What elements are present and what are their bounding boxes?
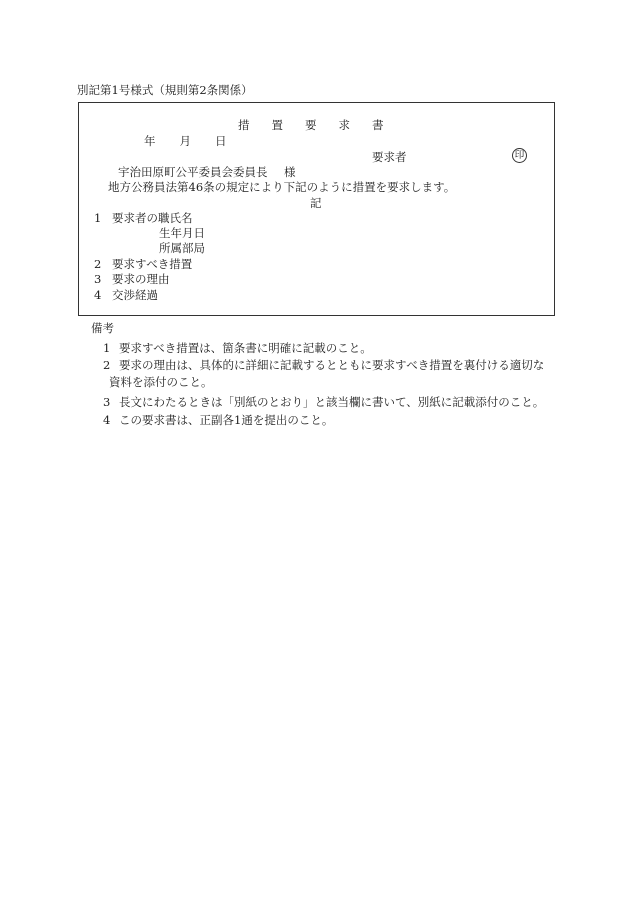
remark-text-continuation: 資料を添付のこと。 xyxy=(109,375,213,389)
remark-text: 要求の理由は、具体的に詳細に記載するとともに要求すべき措置を裏付ける適切な xyxy=(119,358,545,372)
date-month: 月 xyxy=(179,134,191,148)
item-label-reason: 要求の理由 xyxy=(112,272,170,286)
remark-number: 2 xyxy=(103,358,111,372)
remark-number: 3 xyxy=(103,395,111,409)
title-char: 書 xyxy=(372,118,384,132)
request-sentence: 地方公務員法第46条の規定により下記のように措置を要求します。 xyxy=(108,180,456,194)
date-day: 日 xyxy=(215,134,227,148)
item-number: 2 xyxy=(94,257,102,271)
title-char: 要 xyxy=(305,118,317,132)
remark-number: 1 xyxy=(103,341,111,355)
ki-heading: 記 xyxy=(310,196,322,210)
date-line xyxy=(144,136,227,148)
addressee: 宇治田原町公平委員会委員長 xyxy=(118,165,268,179)
item-label-requested-measures: 要求すべき措置 xyxy=(112,257,193,271)
item-label-requester-title-name: 要求者の職氏名 xyxy=(112,211,193,225)
requester-label: 要求者 xyxy=(372,150,407,164)
item-number: 3 xyxy=(94,272,102,286)
addressee-honorific: 様 xyxy=(284,165,296,179)
seal-mark: 印 xyxy=(512,148,527,163)
remark-number: 4 xyxy=(103,413,111,427)
item-label-birth-date: 生年月日 xyxy=(159,226,205,240)
remarks-heading: 備考 xyxy=(91,321,114,335)
remark-text: 要求すべき措置は、箇条書に明確に記載のこと。 xyxy=(119,341,372,355)
item-number: 4 xyxy=(94,288,102,302)
item-number: 1 xyxy=(94,211,102,225)
remark-text: この要求書は、正副各1通を提出のこと。 xyxy=(119,413,334,427)
remark-text: 長文にわたるときは「別紙のとおり」と該当欄に書いて、別紙に記載添付のこと。 xyxy=(119,395,545,409)
title-char: 求 xyxy=(338,118,350,132)
item-label-negotiation-history: 交渉経過 xyxy=(112,288,158,302)
item-label-department: 所属部局 xyxy=(159,241,205,255)
title-char: 措 xyxy=(238,118,250,132)
date-year: 年 xyxy=(144,134,156,148)
form-label: 別記第1号様式（規則第2条関係） xyxy=(77,83,253,97)
document-title xyxy=(238,120,384,132)
title-char: 置 xyxy=(271,118,283,132)
